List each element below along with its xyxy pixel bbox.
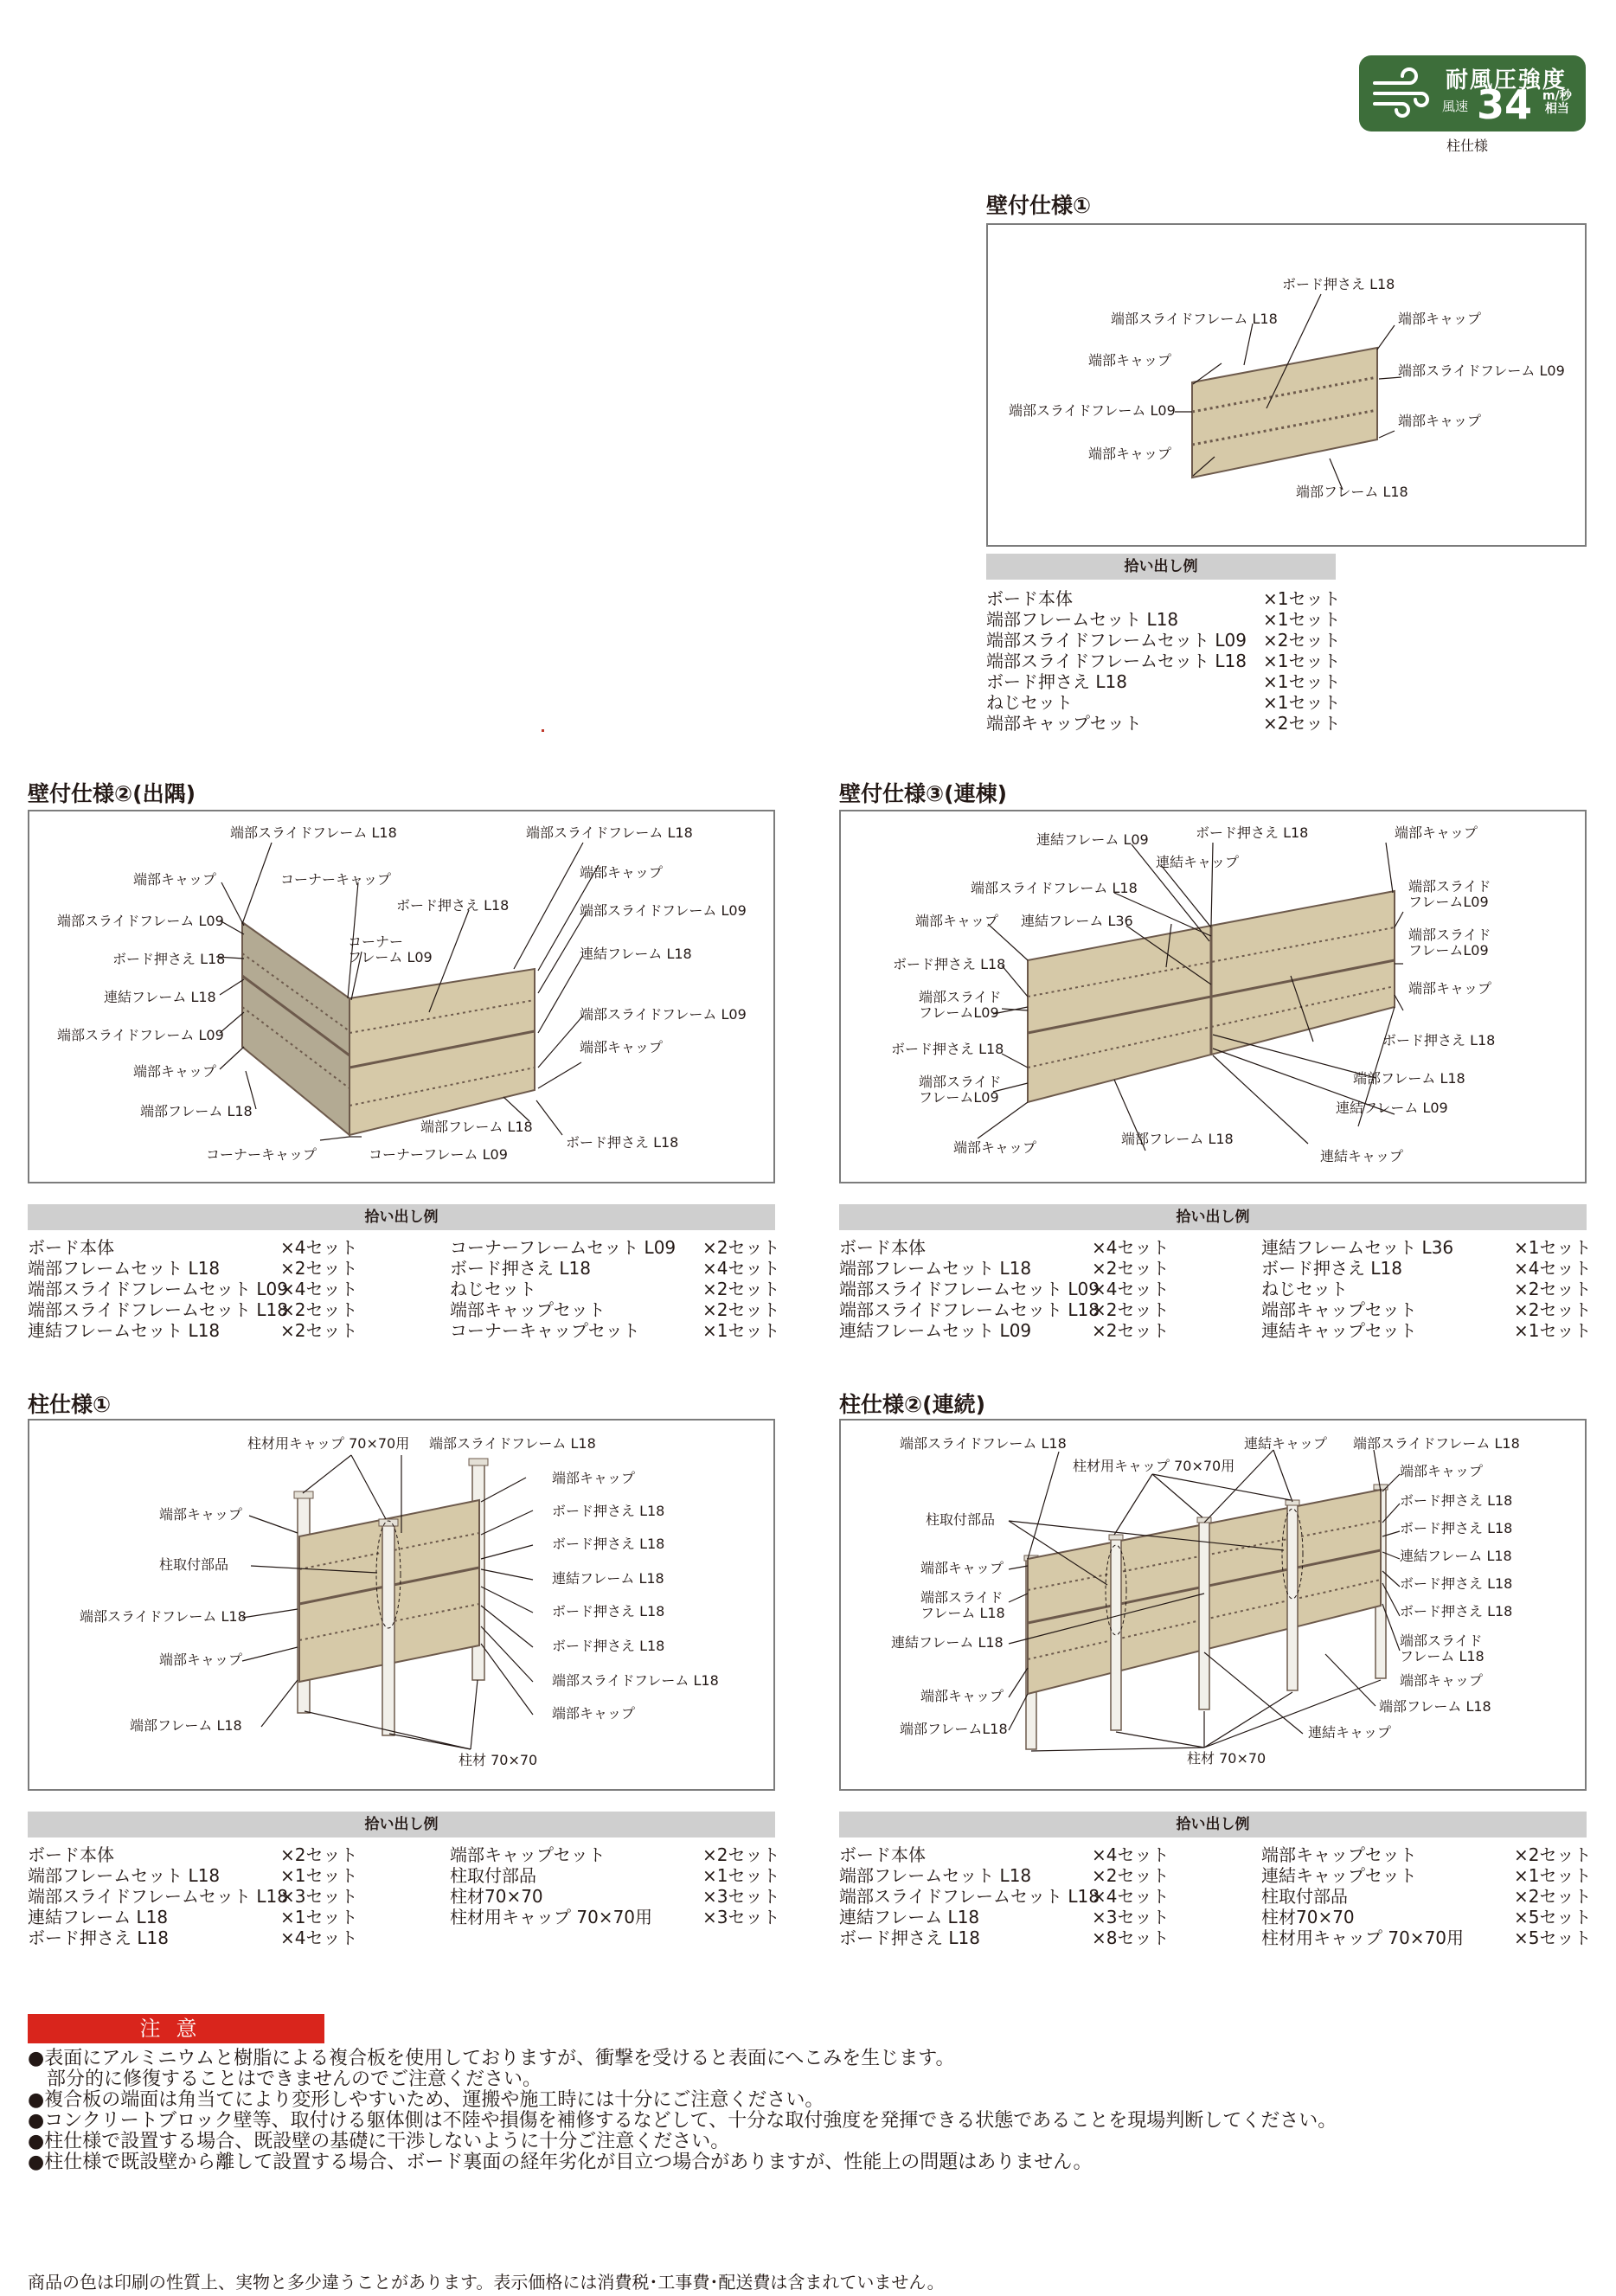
list-item: 端部スライドフレームセット L18 ×2セット bbox=[839, 1299, 1170, 1320]
callout: 柱材用キャップ 70×70用 bbox=[247, 1435, 410, 1452]
callout: 端部キャップ bbox=[920, 1560, 1004, 1576]
callout: ボード押さえ L18 bbox=[552, 1603, 665, 1619]
note-item: ●複合板の端面は角当てにより変形しやすいため、運搬や施工時には十分にご注意ください。 bbox=[28, 2089, 824, 2111]
wall1-diagram bbox=[986, 223, 1587, 547]
callout: 端部キャップ bbox=[915, 913, 999, 929]
callout: 端部スライドフレーム L09 bbox=[57, 1027, 224, 1043]
badge-caption: 柱仕様 bbox=[1446, 138, 1489, 154]
callout: 端部スライドフレーム L18 bbox=[900, 1435, 1067, 1452]
callout: 連結フレーム L18 bbox=[580, 946, 692, 962]
list-item: 端部キャップセット ×2セット bbox=[986, 713, 1341, 734]
list-item: ねじセット ×2セット bbox=[1261, 1279, 1592, 1299]
note-item: ●表面にアルミニウムと樹脂による複合板を使用しておりますが、衝撃を受けると表面にへこみを生じます。 bbox=[28, 2048, 955, 2069]
list-item: 連結フレームセット L18 ×2セット bbox=[28, 1320, 358, 1341]
wall2-diagram bbox=[28, 810, 775, 1183]
callout: 連結キャップ bbox=[1244, 1435, 1328, 1452]
post1-parts-list-col1 bbox=[28, 1844, 434, 1948]
post2-diagram bbox=[839, 1419, 1587, 1791]
callout: フレームL09 bbox=[919, 1089, 999, 1106]
wall2-parts-list-col1 bbox=[28, 1237, 434, 1341]
callout: 端部キャップ bbox=[1408, 980, 1492, 997]
callout: ボード押さえ L18 bbox=[552, 1503, 665, 1519]
callout: 端部スライドフレーム L18 bbox=[80, 1608, 247, 1625]
list-item: 端部フレームセット L18 ×2セット bbox=[839, 1865, 1170, 1886]
list-item: ボード押さえ L18 ×4セット bbox=[1261, 1258, 1592, 1279]
stray-mark bbox=[542, 729, 544, 732]
badge-unit-top: m/秒 bbox=[1542, 89, 1572, 103]
list-item: 端部スライドフレームセット L18 ×2セット bbox=[28, 1299, 358, 1320]
callout: 連結キャップ bbox=[1156, 854, 1240, 870]
list-item: 端部フレームセット L18 ×1セット bbox=[28, 1865, 358, 1886]
post1-parts-list-col2 bbox=[450, 1844, 780, 1927]
callout: コーナー bbox=[348, 933, 404, 950]
callout: ボード押さえ L18 bbox=[552, 1536, 665, 1552]
callout: 端部キャップ bbox=[133, 1063, 217, 1080]
callout: 端部キャップ bbox=[552, 1470, 636, 1486]
list-item: ボード本体 ×2セット bbox=[28, 1844, 358, 1865]
callout: ボード押さえ L18 bbox=[891, 1041, 1004, 1057]
callout: 端部スライドフレーム L09 bbox=[1398, 362, 1565, 379]
badge-unit-bottom: 相当 bbox=[1544, 102, 1569, 116]
callout: 端部スライドフレーム L18 bbox=[1353, 1435, 1520, 1452]
list-item: ボード押さえ L18 ×1セット bbox=[986, 671, 1341, 692]
callout: 端部フレーム L18 bbox=[420, 1119, 533, 1135]
list-item: 連結フレーム L18 ×3セット bbox=[839, 1907, 1170, 1927]
callout: 端部スライドフレーム L09 bbox=[1009, 402, 1176, 419]
wall1-title: 壁付仕様① bbox=[986, 193, 1092, 218]
note-item: ●柱仕様で設置する場合、既設壁の基礎に干渉しないように十分ご注意ください。 bbox=[28, 2131, 730, 2152]
wall3-diagram bbox=[839, 810, 1587, 1183]
list-item: ボード本体 ×4セット bbox=[839, 1237, 1170, 1258]
list-item: ボード本体 ×1セット bbox=[986, 588, 1341, 609]
list-item: 柱取付部品 ×1セット bbox=[450, 1865, 780, 1886]
callout: 端部キャップ bbox=[1400, 1672, 1484, 1689]
list-item: 柱材70×70 ×3セット bbox=[450, 1886, 780, 1907]
post2-list-head: 拾い出し例 bbox=[839, 1812, 1587, 1837]
callout: 端部キャップ bbox=[580, 864, 664, 881]
post1-list-head: 拾い出し例 bbox=[28, 1812, 775, 1837]
list-item: ボード本体 ×4セット bbox=[28, 1237, 358, 1258]
callout: 端部フレーム L18 bbox=[130, 1717, 242, 1734]
callout: 端部スライド bbox=[1408, 878, 1491, 895]
list-item: 連結キャップセット ×1セット bbox=[1261, 1320, 1592, 1341]
callout: 端部キャップ bbox=[580, 1039, 664, 1055]
list-item: 柱材用キャップ 70×70用 ×3セット bbox=[450, 1907, 780, 1927]
caution-notes bbox=[28, 2049, 1337, 2173]
wall3-parts-list-col1 bbox=[839, 1237, 1246, 1341]
callout: 端部スライドフレーム L09 bbox=[57, 913, 224, 929]
list-item: 連結キャップセット ×1セット bbox=[1261, 1865, 1592, 1886]
list-item: 端部スライドフレームセット L18 ×1セット bbox=[986, 651, 1341, 671]
callout: ボード押さえ L18 bbox=[1282, 276, 1395, 292]
wall2-title: 壁付仕様②(出隅) bbox=[28, 781, 196, 806]
callout: フレームL09 bbox=[919, 1004, 999, 1021]
callout: ボード押さえ L18 bbox=[1382, 1032, 1496, 1049]
list-item: 端部キャップセット ×2セット bbox=[1261, 1299, 1592, 1320]
callout: 端部スライドフレーム L18 bbox=[230, 824, 397, 841]
note-item: ●コンクリートブロック壁等、取付ける躯体側は不陸や損傷を補修するなどして、十分な取付強度を発揮できる状態であることを現場判断してください。 bbox=[28, 2110, 1337, 2132]
callout: 端部キャップ bbox=[1398, 413, 1482, 429]
callout: 端部スライドフレーム L18 bbox=[1111, 311, 1278, 327]
list-item: ボード押さえ L18 ×4セット bbox=[450, 1258, 780, 1279]
callout: 端部キャップ bbox=[1088, 352, 1172, 369]
callout: 連結フレーム L09 bbox=[1036, 831, 1149, 848]
list-item: 連結フレーム L18 ×1セット bbox=[28, 1907, 358, 1927]
callout: 連結キャップ bbox=[1320, 1148, 1404, 1164]
badge-title: 耐風圧強度 bbox=[1446, 67, 1568, 93]
list-item: ねじセット ×1セット bbox=[986, 692, 1341, 713]
callout: ボード押さえ L18 bbox=[1196, 824, 1309, 841]
callout: 端部フレーム L18 bbox=[1379, 1698, 1491, 1715]
callout: 端部スライド bbox=[919, 989, 1002, 1005]
list-item: コーナーキャップセット ×1セット bbox=[450, 1320, 780, 1341]
callout: 柱材 70×70 bbox=[459, 1752, 538, 1768]
wind-icon bbox=[1371, 67, 1430, 119]
wall1-parts-list bbox=[986, 588, 1341, 734]
callout: 連結フレーム L18 bbox=[891, 1634, 1004, 1651]
callout: 連結フレーム L18 bbox=[104, 989, 216, 1005]
callout: 端部キャップ bbox=[552, 1705, 636, 1722]
callout: ボード押さえ L18 bbox=[1400, 1520, 1513, 1536]
list-item: 端部キャップセット ×2セット bbox=[1261, 1844, 1592, 1865]
callout: 柱取付部品 bbox=[159, 1556, 229, 1573]
list-item: 端部フレームセット L18 ×2セット bbox=[839, 1258, 1170, 1279]
callout: 連結フレーム L09 bbox=[1336, 1100, 1448, 1116]
callout: 端部フレームL18 bbox=[900, 1721, 1008, 1737]
callout: フレーム L18 bbox=[1400, 1648, 1485, 1664]
list-item: 端部フレームセット L18 ×2セット bbox=[28, 1258, 358, 1279]
callout: ボード押さえ L18 bbox=[1400, 1492, 1513, 1509]
callout: 端部キャップ bbox=[1088, 446, 1172, 462]
note-item: ●柱仕様で既設壁から離して設置する場合、ボード裏面の経年劣化が目立つ場合がありますが、性能上の問題はありません。 bbox=[28, 2152, 1093, 2173]
callout: 端部スライド bbox=[919, 1074, 1002, 1090]
callout: 柱材 70×70 bbox=[1187, 1750, 1267, 1767]
list-item: コーナーフレームセット L09 ×2セット bbox=[450, 1237, 780, 1258]
list-item: 端部フレームセット L18 ×1セット bbox=[986, 609, 1341, 630]
callout: ボード押さえ L18 bbox=[1400, 1575, 1513, 1592]
badge-value: 34 bbox=[1477, 81, 1533, 128]
wall3-list-head: 拾い出し例 bbox=[839, 1204, 1587, 1230]
callout: 端部スライドフレーム L18 bbox=[552, 1672, 719, 1689]
list-item: 端部スライドフレームセット L09 ×4セット bbox=[28, 1279, 358, 1299]
wall2-parts-list-col2 bbox=[450, 1237, 780, 1341]
callout: 連結キャップ bbox=[1308, 1724, 1392, 1741]
callout: 端部キャップ bbox=[159, 1651, 243, 1668]
post2-parts-list-col1 bbox=[839, 1844, 1246, 1948]
callout: フレームL09 bbox=[1408, 942, 1489, 959]
callout: フレーム L18 bbox=[920, 1605, 1005, 1621]
callout: ボード押さえ L18 bbox=[396, 897, 510, 914]
callout: 端部キャップ bbox=[1400, 1463, 1484, 1479]
callout: 端部スライド bbox=[1408, 927, 1491, 943]
list-item: 柱材用キャップ 70×70用 ×5セット bbox=[1261, 1927, 1592, 1948]
list-item: 端部キャップセット ×2セット bbox=[450, 1299, 780, 1320]
callout: 端部キャップ bbox=[953, 1139, 1037, 1156]
callout: 端部フレーム L18 bbox=[140, 1103, 253, 1119]
callout: 端部スライドフレーム L18 bbox=[526, 824, 693, 841]
callout: 連結フレーム L18 bbox=[1400, 1548, 1512, 1564]
list-item: 端部スライドフレームセット L09 ×2セット bbox=[986, 630, 1341, 651]
callout: 端部キャップ bbox=[1395, 824, 1478, 841]
callout: 端部スライドフレーム L09 bbox=[580, 902, 747, 919]
callout: 柱材用キャップ 70×70用 bbox=[1073, 1458, 1235, 1474]
wall2-list-head: 拾い出し例 bbox=[28, 1204, 775, 1230]
callout: 端部フレーム L18 bbox=[1296, 484, 1408, 500]
callout: ボード押さえ L18 bbox=[552, 1638, 665, 1654]
callout: フレームL09 bbox=[1408, 894, 1489, 910]
caution-heading: 注意 bbox=[28, 2014, 324, 2043]
list-item: 連結フレームセット L36 ×1セット bbox=[1261, 1237, 1592, 1258]
wall3-title: 壁付仕様③(連棟) bbox=[839, 781, 1008, 806]
post2-title: 柱仕様②(連続) bbox=[839, 1392, 986, 1417]
list-item: ボード押さえ L18 ×4セット bbox=[28, 1927, 358, 1948]
list-item: ねじセット ×2セット bbox=[450, 1279, 780, 1299]
callout: 端部キャップ bbox=[1398, 311, 1482, 327]
callout: 連結フレーム L18 bbox=[552, 1570, 664, 1587]
callout: コーナーキャップ bbox=[280, 871, 392, 888]
callout: コーナーキャップ bbox=[206, 1146, 317, 1163]
callout: 端部スライド bbox=[1400, 1632, 1483, 1649]
callout: コーナーフレーム L09 bbox=[369, 1146, 508, 1163]
post1-diagram bbox=[28, 1419, 775, 1791]
wind-pressure-badge bbox=[1359, 55, 1586, 131]
badge-unit bbox=[1542, 90, 1572, 116]
post2-parts-list-col2 bbox=[1261, 1844, 1592, 1948]
list-item: 端部スライドフレームセット L18 ×3セット bbox=[28, 1886, 358, 1907]
list-item: ボード本体 ×4セット bbox=[839, 1844, 1170, 1865]
callout: フレーム L09 bbox=[348, 949, 433, 965]
callout: 連結フレーム L36 bbox=[1021, 913, 1133, 929]
callout: 端部スライドフレーム L09 bbox=[580, 1006, 747, 1023]
list-item: 柱取付部品 ×2セット bbox=[1261, 1886, 1592, 1907]
post1-title: 柱仕様① bbox=[28, 1392, 112, 1417]
callout: 柱取付部品 bbox=[926, 1511, 996, 1528]
list-item: 端部スライドフレームセット L09 ×4セット bbox=[839, 1279, 1170, 1299]
callout: ボード押さえ L18 bbox=[566, 1134, 679, 1151]
callout: 端部キャップ bbox=[920, 1688, 1004, 1704]
wall3-parts-list-col2 bbox=[1261, 1237, 1592, 1341]
badge-prefix: 風速 bbox=[1442, 99, 1469, 114]
callout: 端部スライドフレーム L18 bbox=[971, 880, 1138, 896]
wall1-illustration bbox=[988, 225, 1585, 545]
callout: 端部フレーム L18 bbox=[1121, 1131, 1234, 1147]
callout: ボード押さえ L18 bbox=[112, 951, 226, 967]
list-item: 柱材70×70 ×5セット bbox=[1261, 1907, 1592, 1927]
list-item: 端部キャップセット ×2セット bbox=[450, 1844, 780, 1865]
callout: 端部フレーム L18 bbox=[1353, 1070, 1465, 1087]
callout: ボード押さえ L18 bbox=[1400, 1603, 1513, 1619]
callout: ボード押さえ L18 bbox=[893, 956, 1006, 972]
wall1-list-head: 拾い出し例 bbox=[986, 554, 1336, 580]
callout: 端部スライド bbox=[920, 1589, 1004, 1606]
note-item: 部分的に修復することはできませんのでご注意ください。 bbox=[28, 2068, 542, 2090]
list-item: 連結フレームセット L09 ×2セット bbox=[839, 1320, 1170, 1341]
callout: 端部スライドフレーム L18 bbox=[429, 1435, 596, 1452]
list-item: ボード押さえ L18 ×8セット bbox=[839, 1927, 1170, 1948]
list-item: 端部スライドフレームセット L18 ×4セット bbox=[839, 1886, 1170, 1907]
callout: 端部キャップ bbox=[159, 1506, 243, 1523]
footer-note: 商品の色は印刷の性質上、実物と多少違うことがあります。表示価格には消費税･工事費･配送費は含まれていません。 bbox=[28, 2272, 945, 2293]
callout: 端部キャップ bbox=[133, 871, 217, 888]
